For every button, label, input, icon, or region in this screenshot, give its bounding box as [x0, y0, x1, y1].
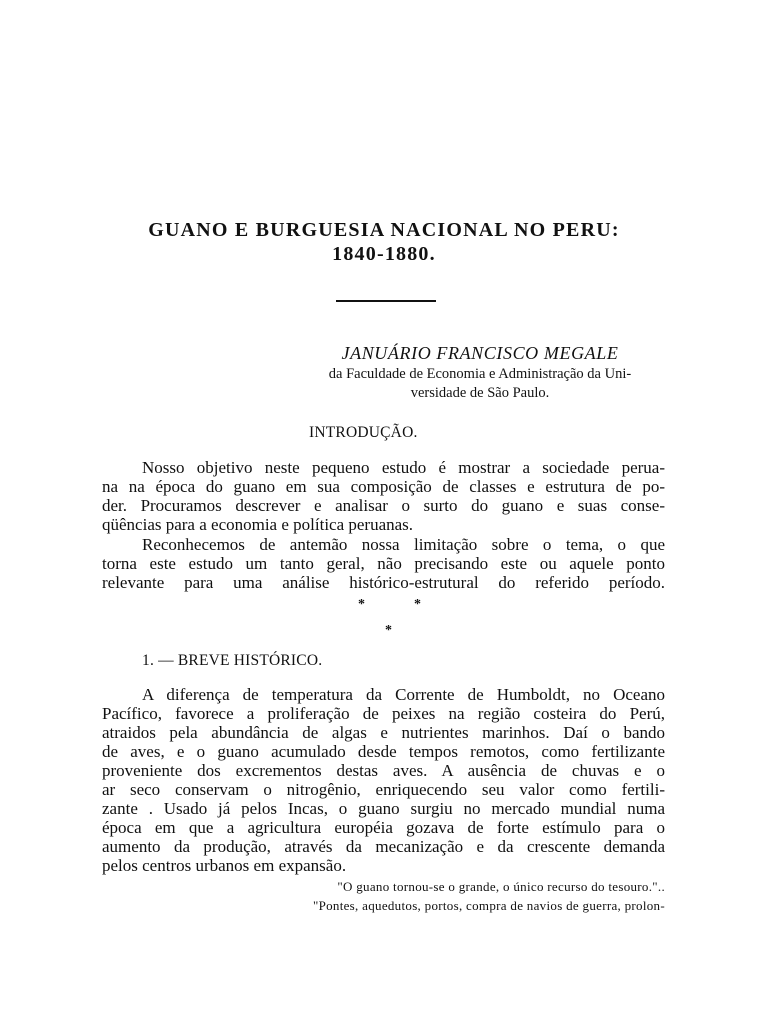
title-divider-rule	[336, 300, 436, 302]
introduction-heading: INTRODUÇÃO.	[309, 424, 418, 441]
asterisk-mark: *	[358, 597, 365, 612]
text-line: der. Procuramos descrever e analisar o surto do guano e suas conse-	[102, 496, 665, 515]
author-name: JANUÁRIO FRANCISCO MEGALE	[341, 343, 619, 363]
author-affiliation-line-2: versidade de São Paulo.	[410, 385, 550, 401]
text-line: aumento da produção, através da mecanização e da crescente demanda	[102, 837, 665, 856]
text-line: zante . Usado já pelos Incas, o guano surgiu no mercado mundial numa	[102, 799, 665, 818]
text-line: de aves, e o guano acumulado desde tempos remotos, como fertilizante	[102, 742, 665, 761]
text-line: A diferença de temperatura da Corrente de Humboldt, no Oceano	[142, 685, 665, 704]
author-affiliation-line-1: da Faculdade de Economia e Administração da Uni-	[328, 366, 632, 382]
asterisk-mark: *	[385, 623, 392, 638]
text-line: Nosso objetivo neste pequeno estudo é mostrar a sociedade perua-	[142, 458, 665, 477]
asterisk-mark: *	[414, 597, 421, 612]
text-line: pelos centros urbanos em expansão.	[102, 856, 347, 875]
text-line: Pacífico, favorece a proliferação de peixes na região costeira do Perú,	[102, 704, 665, 723]
text-line: Reconhecemos de antemão nossa limitação sobre o tema, o que	[142, 535, 665, 554]
text-line: torna este estudo um tanto geral, não precisando este ou aquele ponto	[102, 554, 665, 573]
text-line: na na época do guano em sua composição de classes e estrutura de po-	[102, 477, 665, 496]
article-title-line-1: GUANO E BURGUESIA NACIONAL NO PERU:	[148, 219, 620, 241]
section-1-heading: 1. — BREVE HISTÓRICO.	[142, 652, 323, 669]
text-line: proveniente dos excrementos destas aves. A ausência de chuvas e o	[102, 761, 665, 780]
article-title-line-2: 1840-1880.	[332, 243, 436, 265]
quote-line: "O guano tornou-se o grande, o único recurso do tesouro."..	[337, 879, 665, 894]
text-line: atraidos pela abundância de algas e nutrientes marinhos. Daí o bando	[102, 723, 665, 742]
text-line: qüências para a economia e política peruanas.	[102, 515, 414, 534]
text-line: relevante para uma análise histórico-estrutural do referido período.	[102, 573, 665, 592]
text-line: ar seco conservam o nitrogênio, enriquecendo seu valor como fertili-	[102, 780, 665, 799]
quote-line: "Pontes, aquedutos, portos, compra de navios de guerra, prolon-	[312, 898, 665, 913]
text-line: época em que a agricultura européia gozava de forte estímulo para o	[102, 818, 665, 837]
